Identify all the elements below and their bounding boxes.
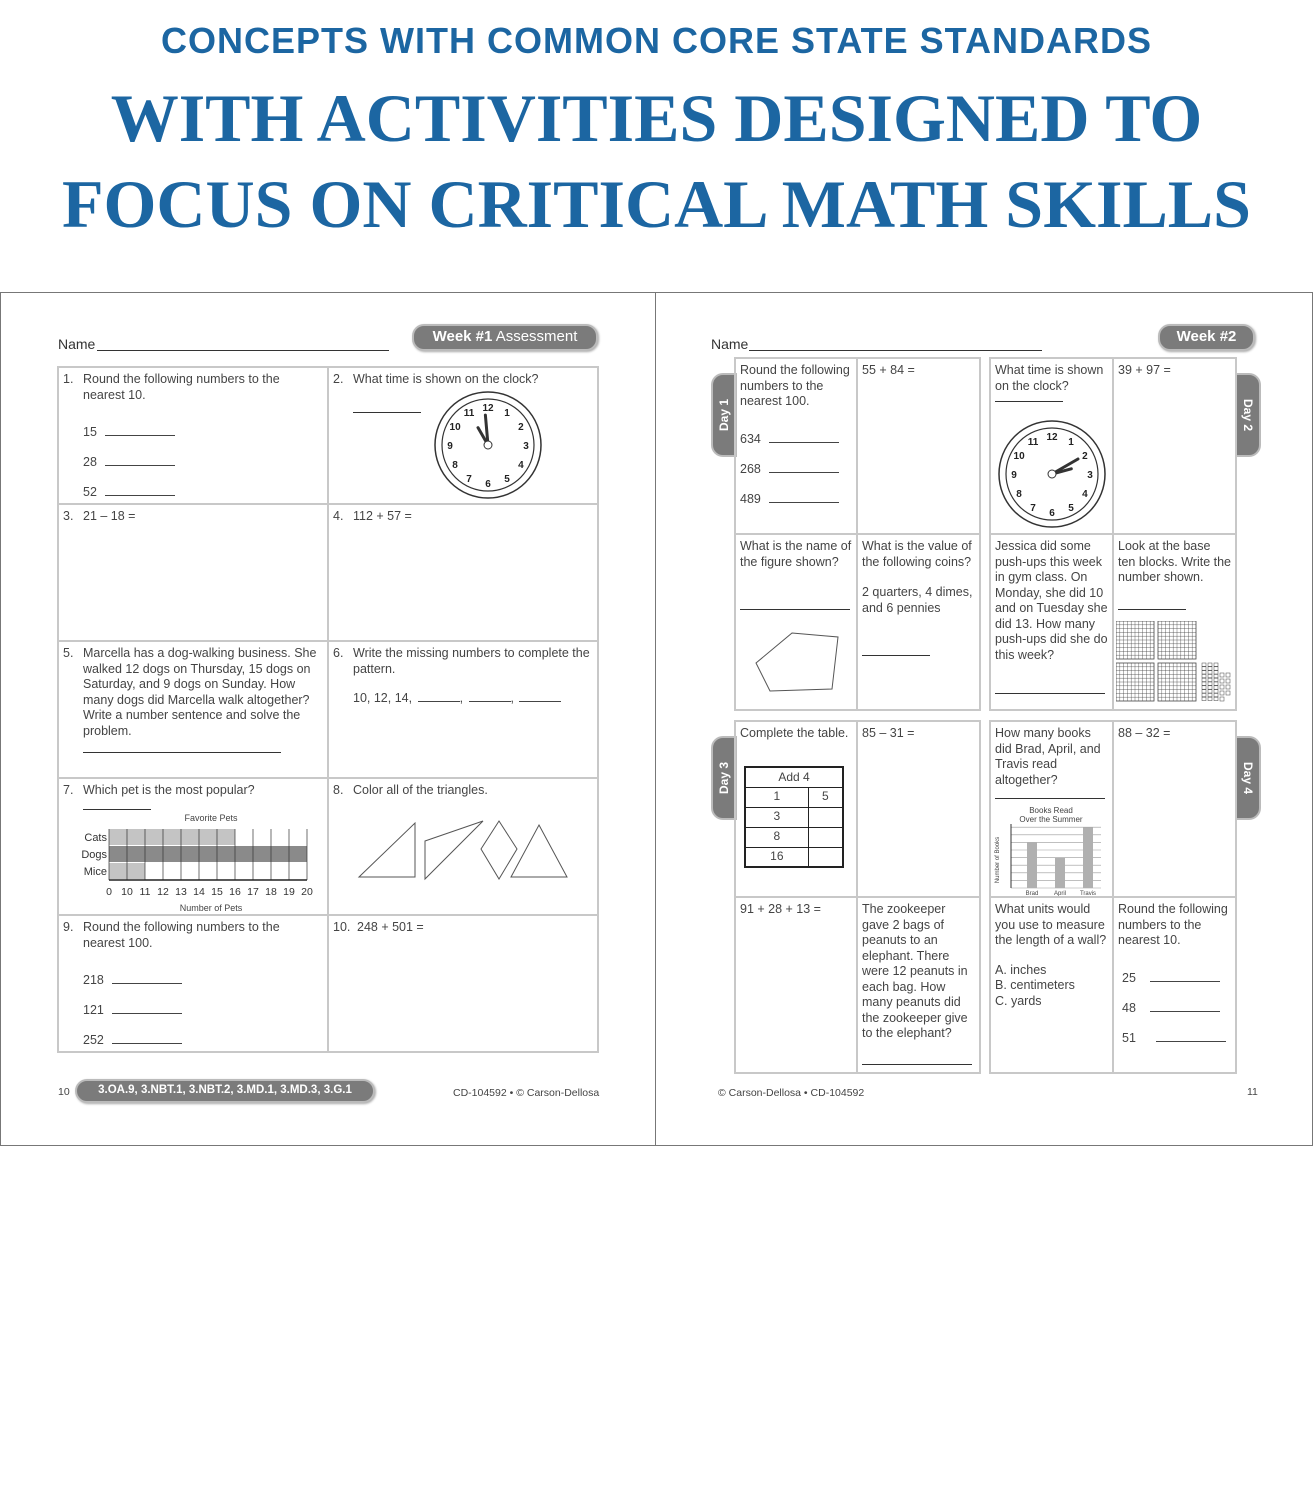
q-number: 8. bbox=[333, 783, 344, 797]
standards-badge: 3.OA.9, 3.NBT.1, 3.NBT.2, 3.MD.1, 3.MD.3, 3.G.1 bbox=[75, 1079, 375, 1103]
day3-subtract bbox=[856, 720, 981, 898]
answer-line bbox=[83, 752, 281, 753]
add-4-table: Add 4 1 5 3 8 16 bbox=[744, 766, 844, 868]
triangle-shape bbox=[359, 823, 415, 877]
chart-subtitle: Over the Summer bbox=[1019, 815, 1083, 824]
day4-units bbox=[989, 896, 1114, 1074]
ten-rod-unit bbox=[1208, 667, 1212, 670]
day1-add bbox=[856, 357, 981, 535]
x-tick-label: 18 bbox=[265, 886, 277, 898]
q-text: How many books did Brad, April, and Travis read altogether? bbox=[995, 726, 1101, 787]
triangle-shape bbox=[511, 825, 567, 877]
round-item: 121 bbox=[83, 995, 323, 1025]
bar-cats bbox=[109, 829, 235, 845]
ten-rod-unit bbox=[1208, 671, 1212, 674]
day-2-tab: Day 2 bbox=[1235, 373, 1261, 457]
ten-rod-unit bbox=[1202, 693, 1206, 696]
answer-line bbox=[112, 1034, 182, 1044]
clock-number: 11 bbox=[463, 408, 475, 420]
name-line bbox=[97, 337, 389, 351]
x-tick-label: 20 bbox=[301, 886, 313, 898]
answer-line bbox=[112, 974, 182, 984]
clock-number: 3 bbox=[1087, 470, 1093, 481]
chart-title: Books Read bbox=[1029, 806, 1073, 815]
header-line-2: WITH ACTIVITIES DESIGNED TO bbox=[110, 80, 1203, 156]
q-number: 5. bbox=[63, 646, 74, 660]
q-text: Round the following numbers to the nearest 10. bbox=[1118, 902, 1228, 947]
ten-rod-unit bbox=[1214, 674, 1218, 677]
day3-table bbox=[734, 720, 858, 898]
footer-copyright: © Carson-Dellosa • CD-104592 bbox=[718, 1087, 865, 1099]
question-2 bbox=[327, 366, 599, 505]
q-text: Which pet is the most popular? bbox=[83, 783, 255, 797]
ten-rod-unit bbox=[1202, 686, 1206, 689]
clock-number: 8 bbox=[1016, 489, 1022, 500]
pentagon-figure bbox=[752, 629, 842, 695]
q-text: 88 – 32 = bbox=[1118, 726, 1171, 740]
ten-rod-unit bbox=[1202, 663, 1206, 666]
x-tick-label: 12 bbox=[157, 886, 169, 898]
day4-subtract bbox=[1112, 720, 1237, 898]
day1-figure bbox=[734, 533, 858, 711]
clock-center bbox=[1048, 470, 1056, 478]
q-text: 248 + 501 = bbox=[357, 920, 424, 934]
day2-base-ten bbox=[1112, 533, 1237, 711]
round-item: 48 bbox=[1122, 993, 1231, 1023]
round-item: 25 bbox=[1122, 963, 1231, 993]
q-text: What units would you use to measure the length of a wall? bbox=[995, 902, 1107, 947]
clock-number: 12 bbox=[482, 403, 494, 414]
day2-clock bbox=[989, 357, 1114, 535]
clock-number: 7 bbox=[466, 473, 472, 485]
ten-rod-unit bbox=[1214, 686, 1218, 689]
day2-pushups bbox=[989, 533, 1114, 711]
category-label: Brad bbox=[1025, 891, 1039, 896]
one-cube bbox=[1220, 673, 1224, 677]
round-item: 218 bbox=[83, 965, 323, 995]
ten-rod-unit bbox=[1214, 663, 1218, 666]
one-cube bbox=[1220, 679, 1224, 683]
one-cube bbox=[1220, 685, 1224, 689]
ten-rod-unit bbox=[1214, 678, 1218, 681]
clock-number: 4 bbox=[1082, 489, 1088, 500]
answer-line bbox=[112, 1004, 182, 1014]
ten-rod-unit bbox=[1208, 678, 1212, 681]
q-number: 3. bbox=[63, 509, 74, 523]
round-item: 634 bbox=[740, 424, 852, 454]
ten-rod-unit bbox=[1214, 690, 1218, 693]
q-text: What is the name of the figure shown? bbox=[740, 539, 852, 569]
ten-rod-unit bbox=[1208, 674, 1212, 677]
ten-rod-unit bbox=[1208, 690, 1212, 693]
ten-rod-unit bbox=[1208, 682, 1212, 685]
clock-icon bbox=[433, 390, 543, 500]
favorite-pets-chart bbox=[69, 807, 329, 915]
clock-number: 2 bbox=[518, 422, 524, 433]
question-4 bbox=[327, 503, 599, 642]
round-item: 51 bbox=[1122, 1023, 1231, 1053]
ten-rod-unit bbox=[1214, 697, 1218, 700]
question-3 bbox=[57, 503, 329, 642]
rhombus-shape bbox=[481, 821, 517, 879]
footer-copyright: CD-104592 • © Carson-Dellosa bbox=[453, 1087, 600, 1099]
q-text: 55 + 84 = bbox=[862, 363, 915, 377]
badge-week: Week #1 bbox=[432, 328, 493, 345]
clock-number: 6 bbox=[1049, 508, 1055, 519]
question-1 bbox=[57, 366, 329, 505]
q-text: Round the following numbers to the nearest 100. bbox=[83, 920, 280, 950]
triangle-shape bbox=[425, 821, 483, 879]
clock-number: 12 bbox=[1046, 432, 1058, 443]
q-number: 6. bbox=[333, 646, 344, 660]
q-number: 1. bbox=[63, 372, 74, 386]
category-label: Dogs bbox=[81, 849, 107, 861]
q-number: 9. bbox=[63, 920, 74, 934]
ten-rod-unit bbox=[1208, 693, 1212, 696]
ten-rod-unit bbox=[1202, 674, 1206, 677]
clock-center bbox=[484, 441, 492, 449]
q-text: Color all of the triangles. bbox=[353, 783, 488, 797]
page-number: 10 bbox=[58, 1086, 70, 1098]
clock-number: 5 bbox=[1068, 502, 1074, 514]
chart-title: Favorite Pets bbox=[184, 813, 238, 823]
day3-zookeeper bbox=[856, 896, 981, 1074]
x-tick-label: 13 bbox=[175, 886, 187, 898]
ten-rod-unit bbox=[1214, 693, 1218, 696]
name-label: Name bbox=[58, 336, 96, 352]
category-label: Cats bbox=[84, 832, 107, 844]
option-c: C. yards bbox=[995, 993, 1042, 1008]
answer-line bbox=[353, 412, 421, 413]
bar-travis bbox=[1083, 827, 1093, 888]
round-item: 15 bbox=[83, 417, 323, 447]
clock-number: 8 bbox=[452, 460, 458, 471]
q-text: Round the following numbers to the nearest 100. bbox=[740, 363, 850, 408]
bar-dogs bbox=[109, 846, 307, 862]
name-label: Name bbox=[711, 336, 749, 352]
ten-rod-unit bbox=[1208, 686, 1212, 689]
q-text: Jessica did some push-ups this week in gym class. On Monday, she did 10 and on Tuesday she did 13. How many push-ups did she do this week? bbox=[995, 539, 1108, 662]
left-page bbox=[0, 292, 656, 1146]
round-item: 28 bbox=[83, 447, 323, 477]
q-number: 10. bbox=[333, 920, 351, 934]
day4-round bbox=[1112, 896, 1237, 1074]
clock-number: 2 bbox=[1082, 451, 1088, 462]
right-page bbox=[655, 292, 1313, 1146]
q-text: What is the value of the following coins? bbox=[862, 539, 972, 569]
round-item: 489 bbox=[740, 484, 852, 514]
q-number: 2. bbox=[333, 372, 344, 386]
badge-assessment: Assessment bbox=[492, 328, 578, 345]
header-line-3: FOCUS ON CRITICAL MATH SKILLS bbox=[62, 166, 1251, 242]
ten-rod-unit bbox=[1202, 682, 1206, 685]
category-label: Travis bbox=[1079, 891, 1097, 896]
q-text: The zookeeper gave 2 bags of peanuts to an elephant. There were 12 peanuts in each bag. How many peanuts did the zookeeper give to the elephant? bbox=[862, 902, 968, 1040]
ten-rod-unit bbox=[1202, 671, 1206, 674]
round-item: 252 bbox=[83, 1025, 323, 1055]
clock-number: 1 bbox=[1068, 437, 1074, 449]
x-tick-label: 15 bbox=[211, 886, 223, 898]
header-line-1: CONCEPTS WITH COMMON CORE STATE STANDARDS bbox=[161, 20, 1152, 61]
question-10 bbox=[327, 914, 599, 1053]
day-1-tab: Day 1 bbox=[711, 373, 737, 457]
one-cube bbox=[1220, 697, 1224, 701]
day-4-tab: Day 4 bbox=[1235, 736, 1261, 820]
one-cube bbox=[1226, 685, 1230, 689]
x-tick-label: 16 bbox=[229, 886, 241, 898]
question-7 bbox=[57, 777, 329, 916]
clock-number: 9 bbox=[447, 441, 453, 452]
one-cube bbox=[1226, 673, 1230, 677]
clock-number: 11 bbox=[1027, 437, 1039, 449]
page-number: 11 bbox=[1247, 1086, 1258, 1098]
round-item: 268 bbox=[740, 454, 852, 484]
q-text: Complete the table. bbox=[740, 726, 849, 740]
ten-rod-unit bbox=[1208, 697, 1212, 700]
answer-line bbox=[105, 456, 175, 466]
ten-rod-unit bbox=[1202, 690, 1206, 693]
day3-add bbox=[734, 896, 858, 1074]
pattern-text: 10, 12, 14, bbox=[353, 691, 413, 705]
clock-number: 10 bbox=[449, 422, 461, 433]
q-text: What time is shown on the clock? bbox=[995, 363, 1104, 393]
ten-rod-unit bbox=[1202, 678, 1206, 681]
x-tick-label: 14 bbox=[193, 886, 205, 898]
category-label: Mice bbox=[83, 866, 107, 878]
x-tick-label: 0 bbox=[106, 886, 112, 898]
week-badge bbox=[412, 324, 598, 351]
q-text: Round the following numbers to the nearest 10. bbox=[83, 372, 280, 402]
x-tick-label: 17 bbox=[247, 886, 259, 898]
q-text: 91 + 28 + 13 = bbox=[740, 902, 821, 916]
option-b: B. centimeters bbox=[995, 978, 1075, 992]
ten-rod-unit bbox=[1208, 663, 1212, 666]
clock-number: 6 bbox=[485, 479, 491, 490]
one-cube bbox=[1220, 691, 1224, 695]
ten-rod-unit bbox=[1214, 682, 1218, 685]
x-tick-label: 19 bbox=[283, 886, 295, 898]
option-a: A. inches bbox=[995, 962, 1047, 977]
name-line bbox=[749, 337, 1042, 351]
x-axis-label: Number of Pets bbox=[179, 903, 243, 913]
bar-brad bbox=[1027, 842, 1037, 888]
day2-add bbox=[1112, 357, 1237, 535]
answer-line bbox=[105, 426, 175, 436]
clock-number: 7 bbox=[1030, 502, 1036, 514]
clock-number: 1 bbox=[504, 408, 510, 420]
question-8 bbox=[327, 777, 599, 916]
q-text: Look at the base ten blocks. Write the number shown. bbox=[1118, 539, 1232, 584]
clock-number: 5 bbox=[504, 473, 510, 485]
q-text: 39 + 97 = bbox=[1118, 363, 1171, 377]
day-3-tab: Day 3 bbox=[711, 736, 737, 820]
clock-number: 4 bbox=[518, 460, 524, 471]
q-text: Write the missing numbers to complete the pattern. bbox=[353, 646, 590, 676]
clock-number: 3 bbox=[523, 441, 529, 452]
x-tick-label: 10 bbox=[121, 886, 133, 898]
q-text: Marcella has a dog-walking business. She walked 12 dogs on Thursday, 15 dogs on Saturday, and 9 dogs on Sunday. How many dogs did Marcella walk altogether? Write a number sentence and solve the problem. bbox=[83, 646, 317, 738]
y-axis-label: Number of Books bbox=[995, 836, 1001, 884]
q-text: What time is shown on the clock? bbox=[353, 372, 539, 386]
category-label: April bbox=[1053, 891, 1067, 896]
clock-number: 9 bbox=[1011, 470, 1017, 481]
one-cube bbox=[1226, 691, 1230, 695]
day4-books bbox=[989, 720, 1114, 898]
one-cube bbox=[1226, 679, 1230, 683]
question-5 bbox=[57, 640, 329, 779]
day1-coins bbox=[856, 533, 981, 711]
shapes-figure bbox=[349, 813, 579, 883]
q-text: 85 – 31 = bbox=[862, 726, 915, 740]
round-item: 52 bbox=[83, 477, 323, 507]
q-number: 4. bbox=[333, 509, 344, 523]
base-ten-blocks bbox=[1116, 621, 1236, 705]
answer-line bbox=[105, 486, 175, 496]
ten-rod-unit bbox=[1202, 697, 1206, 700]
q-text: 112 + 57 = bbox=[353, 509, 412, 523]
ten-rod-unit bbox=[1214, 667, 1218, 670]
clock-icon bbox=[997, 419, 1107, 529]
question-6: 6. Write the missing numbers to complete the pattern. 10, 12, 14, , , bbox=[327, 640, 599, 779]
day1-round bbox=[734, 357, 858, 535]
question-9 bbox=[57, 914, 329, 1053]
week-badge: Week #2 bbox=[1158, 324, 1255, 351]
clock-number: 10 bbox=[1013, 451, 1025, 462]
x-tick-label: 11 bbox=[139, 886, 151, 898]
bar-april bbox=[1055, 858, 1065, 888]
q-text: 21 – 18 = bbox=[83, 509, 136, 523]
books-read-chart bbox=[993, 806, 1109, 896]
ten-rod-unit bbox=[1214, 671, 1218, 674]
q-number: 7. bbox=[63, 783, 74, 797]
ten-rod-unit bbox=[1202, 667, 1206, 670]
coins-text: 2 quarters, 4 dimes, and 6 pennies bbox=[862, 585, 973, 615]
